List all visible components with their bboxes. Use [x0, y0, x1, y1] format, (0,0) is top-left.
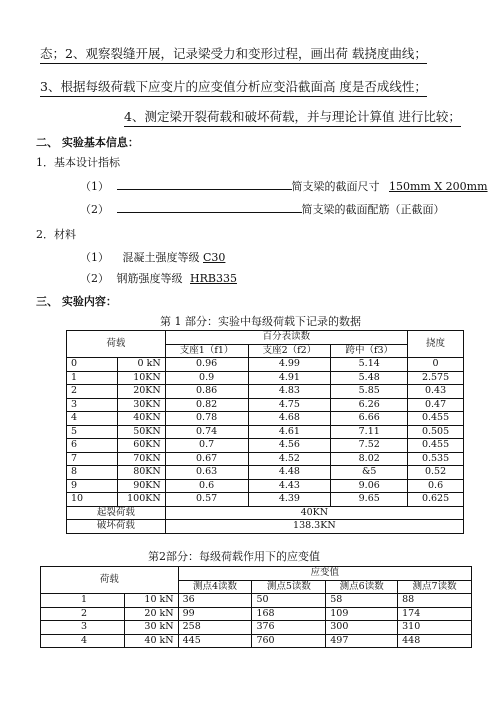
cell: 300	[326, 621, 398, 635]
cell: 99	[178, 607, 252, 621]
steel-grade-value: HRB335	[190, 272, 237, 285]
cell: 9.65	[331, 493, 408, 507]
cell: 0.52	[408, 466, 464, 480]
cell: 9.06	[331, 479, 408, 493]
cell: 0.625	[408, 493, 464, 507]
cell: 0.47	[408, 398, 464, 412]
crack-load-value: 40KN	[165, 506, 463, 520]
cell: &5	[331, 466, 408, 480]
cell: 0.455	[408, 439, 464, 453]
load-data-table	[66, 330, 464, 534]
header-point-7: 测点7读数	[398, 580, 472, 594]
failure-load-row	[67, 520, 464, 534]
cell: 0 kN	[117, 358, 165, 372]
header-point-6: 测点6读数	[326, 580, 398, 594]
cell: 497	[326, 634, 398, 648]
cell: 7.11	[331, 425, 408, 439]
cell: 0.9	[165, 371, 248, 385]
cell: 36	[178, 594, 252, 608]
table-row	[67, 452, 464, 466]
cell: 5.48	[331, 371, 408, 385]
cell: 5	[67, 425, 118, 439]
item-text: 简支梁的截面尺寸	[291, 180, 380, 193]
cell: 40KN	[117, 412, 165, 426]
section-size-value: 150mm X 200mm	[389, 180, 488, 193]
cell: 1	[67, 371, 118, 385]
crack-load-label: 起裂荷载	[67, 506, 166, 520]
item-text: 混凝土强度等级	[122, 251, 200, 264]
cell: 0.43	[408, 385, 464, 399]
cell: 6	[67, 439, 118, 453]
cell: 4.48	[248, 466, 331, 480]
table-row	[67, 439, 464, 453]
cell: 445	[178, 634, 252, 648]
cell: 4	[67, 412, 118, 426]
cell: 4.68	[248, 412, 331, 426]
table-row	[41, 607, 472, 621]
cell: 4	[41, 634, 125, 648]
cell: 40 kN	[124, 634, 178, 648]
cell: 100KN	[117, 493, 165, 507]
cell: 9	[67, 479, 118, 493]
intro-line-2: 3、根据每级荷载下应变片的应变值分析应变沿截面高 度是否成线性；	[40, 77, 427, 97]
table-row	[67, 466, 464, 480]
header-support-2: 支座2（f2）	[248, 344, 331, 358]
design-item-1	[80, 178, 488, 194]
cell: 0	[408, 358, 464, 372]
cell: 3	[41, 621, 125, 635]
item-text: 简支梁的截面配筋（正截面）	[301, 203, 445, 216]
table-row	[67, 493, 464, 507]
material-item-2	[80, 270, 237, 286]
cell: 2	[67, 385, 118, 399]
cell: 760	[252, 634, 326, 648]
cell: 0.86	[165, 385, 248, 399]
cell: 109	[326, 607, 398, 621]
table-row	[67, 412, 464, 426]
cell: 310	[398, 621, 472, 635]
cell: 0.82	[165, 398, 248, 412]
cell: 0.96	[165, 358, 248, 372]
cell: 50	[252, 594, 326, 608]
cell: 5.85	[331, 385, 408, 399]
table-row	[67, 371, 464, 385]
table-1-title: 第 1 部分：实验中每级荷载下记录的数据	[160, 315, 361, 328]
header-midspan: 跨中（f3）	[331, 344, 408, 358]
table-row	[67, 398, 464, 412]
materials-heading: 2．材料	[36, 228, 76, 241]
table-header-row	[67, 331, 464, 345]
concrete-grade-value: C30	[203, 251, 226, 264]
strain-table	[40, 566, 472, 648]
cell: 0.57	[165, 493, 248, 507]
cell: 58	[326, 594, 398, 608]
table-2-body	[41, 594, 472, 648]
fill-blank	[117, 201, 302, 213]
table-1-body	[67, 358, 464, 534]
cell: 0.455	[408, 412, 464, 426]
header-dial-gauge-readings: 百分表读数	[165, 331, 407, 345]
intro-line-1: 态；2、观察裂缝开展，记录梁受力和变形过程，画出荷 载挠度曲线；	[40, 44, 427, 64]
cell: 6.26	[331, 398, 408, 412]
header-strain-values: 应变值	[178, 567, 471, 581]
cell: 90KN	[117, 479, 165, 493]
header-load: 荷载	[41, 567, 179, 594]
cell: 0.63	[165, 466, 248, 480]
cell: 2	[41, 607, 125, 621]
table-header-row	[41, 567, 472, 581]
cell: 6.66	[331, 412, 408, 426]
section-3-heading: 三、 实验内容：	[36, 295, 117, 308]
material-item-1	[80, 249, 225, 265]
fill-blank	[117, 178, 292, 190]
cell: 0.535	[408, 452, 464, 466]
header-support-1: 支座1（f1）	[165, 344, 248, 358]
failure-load-label: 破坏荷载	[67, 520, 166, 534]
cell: 448	[398, 634, 472, 648]
cell: 0	[67, 358, 118, 372]
cell: 20 kN	[124, 607, 178, 621]
cell: 80KN	[117, 466, 165, 480]
table-row	[67, 385, 464, 399]
cell: 376	[252, 621, 326, 635]
cell: 7.52	[331, 439, 408, 453]
header-load: 荷载	[67, 331, 166, 358]
design-item-2	[80, 201, 445, 217]
cell: 30KN	[117, 398, 165, 412]
cell: 4.83	[248, 385, 331, 399]
cell: 4.56	[248, 439, 331, 453]
cell: 50KN	[117, 425, 165, 439]
table-row	[41, 594, 472, 608]
cell: 258	[178, 621, 252, 635]
header-point-4: 测点4读数	[178, 580, 252, 594]
cell: 20KN	[117, 385, 165, 399]
table-row	[67, 479, 464, 493]
cell: 4.43	[248, 479, 331, 493]
cell: 8	[67, 466, 118, 480]
design-index-heading: 1．基本设计指标	[36, 156, 120, 169]
table-2-title: 第2部分：每级荷载作用下的应变值	[148, 550, 320, 563]
item-number: （2）	[80, 203, 109, 216]
cell: 3	[67, 398, 118, 412]
cell: 0.6	[408, 479, 464, 493]
table-row	[67, 425, 464, 439]
cell: 0.505	[408, 425, 464, 439]
cell: 10	[67, 493, 118, 507]
cell: 0.74	[165, 425, 248, 439]
cell: 8.02	[331, 452, 408, 466]
cell: 4.99	[248, 358, 331, 372]
cell: 70KN	[117, 452, 165, 466]
cell: 4.61	[248, 425, 331, 439]
table-row	[41, 634, 472, 648]
cell: 4.75	[248, 398, 331, 412]
intro-line-3: 4、测定梁开裂荷载和破坏荷载，并与理论计算值 进行比较；	[124, 107, 461, 127]
cell: 7	[67, 452, 118, 466]
cell: 0.6	[165, 479, 248, 493]
cell: 174	[398, 607, 472, 621]
cell: 60KN	[117, 439, 165, 453]
item-number: （1）	[80, 180, 109, 193]
cell: 0.78	[165, 412, 248, 426]
item-text: 钢筋强度等级	[116, 272, 183, 285]
cell: 0.67	[165, 452, 248, 466]
cell: 0.7	[165, 439, 248, 453]
cell: 10 kN	[124, 594, 178, 608]
header-point-5: 测点5读数	[252, 580, 326, 594]
header-deflection: 挠度	[408, 331, 464, 358]
cell: 168	[252, 607, 326, 621]
cell: 5.14	[331, 358, 408, 372]
cell: 1	[41, 594, 125, 608]
table-row	[67, 358, 464, 372]
item-number: （2）	[80, 272, 109, 285]
cell: 30 kN	[124, 621, 178, 635]
cell: 10KN	[117, 371, 165, 385]
item-number: （1）	[80, 251, 109, 264]
failure-load-value: 138.3KN	[165, 520, 463, 534]
cell: 2.575	[408, 371, 464, 385]
cell: 4.39	[248, 493, 331, 507]
cell: 4.52	[248, 452, 331, 466]
crack-load-row	[67, 506, 464, 520]
cell: 88	[398, 594, 472, 608]
table-row	[41, 621, 472, 635]
cell: 4.91	[248, 371, 331, 385]
section-2-heading: 二、 实验基本信息：	[36, 136, 139, 149]
